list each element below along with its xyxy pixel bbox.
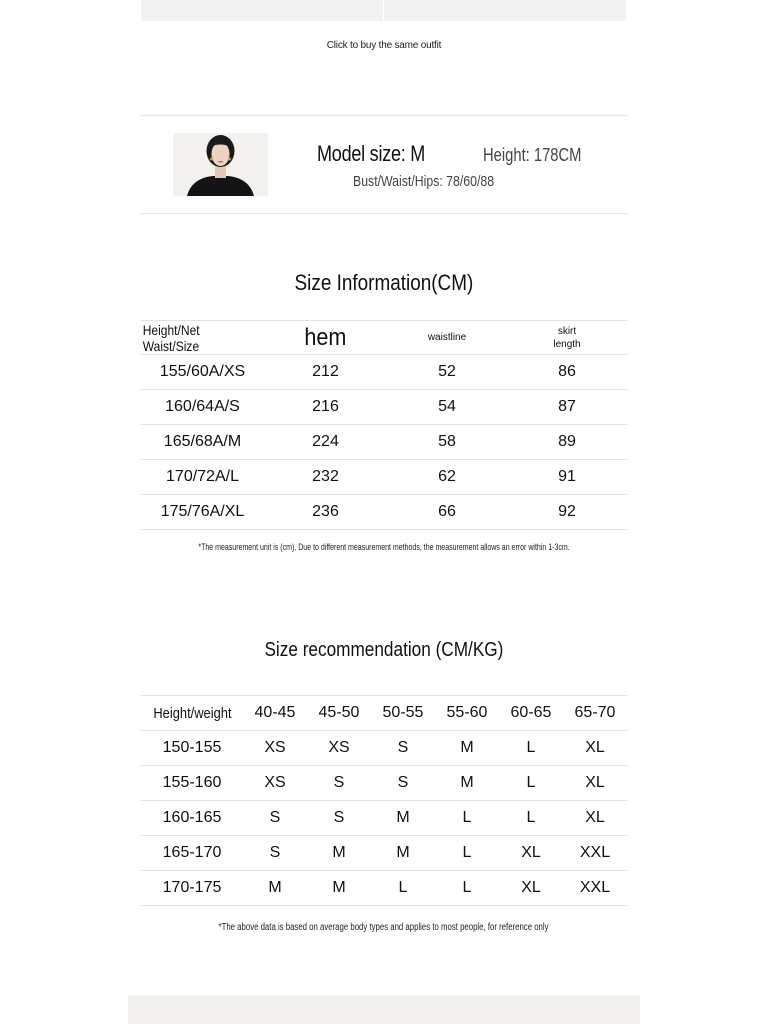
cell-size: L (371, 871, 435, 906)
cell-size: XXL (563, 871, 627, 906)
cell-size: L (499, 766, 563, 801)
cell-size: S (243, 836, 307, 871)
header-weight-range: 55-60 (435, 696, 499, 731)
header-height-weight (141, 696, 243, 731)
cell-height-range: 150-155 (141, 731, 243, 766)
model-photo (173, 133, 268, 196)
model-measurements: Bust/Waist/Hips: 78/60/88 (353, 173, 495, 190)
buy-same-outfit-link[interactable]: Click to buy the same outfit (326, 40, 442, 51)
table-header-row (141, 696, 627, 731)
cell-hem: 216 (264, 390, 387, 425)
cell-size: XS (243, 766, 307, 801)
table-row (141, 390, 627, 425)
header-waistline: waistline (387, 321, 507, 355)
header-weight-range: 65-70 (563, 696, 627, 731)
cell-length: 86 (507, 355, 627, 390)
recommendation-note (0, 922, 768, 933)
cell-size: M (435, 731, 499, 766)
cell-size: L (435, 801, 499, 836)
cell-hem: 232 (264, 460, 387, 495)
measurement-note-text: *The measurement unit is (cm). Due to different measurement methods, the measurement allows an error within 1-3cm. (198, 542, 570, 552)
cell-length: 87 (507, 390, 627, 425)
table-row (141, 425, 627, 460)
cell-height-range: 165-170 (141, 836, 243, 871)
cell-size: 155/60A/XS (141, 355, 264, 390)
header-skirt-line1: skirt (557, 325, 577, 337)
cell-height-range: 170-175 (141, 871, 243, 906)
divider (141, 115, 627, 116)
product-image-strip (141, 0, 626, 21)
cell-size: XL (563, 731, 627, 766)
cell-size: S (243, 801, 307, 836)
size-info-table (141, 320, 627, 530)
cell-waist: 54 (387, 390, 507, 425)
cell-size: S (371, 766, 435, 801)
cell-length: 89 (507, 425, 627, 460)
cell-size: XS (243, 731, 307, 766)
size-rec-title-text: Size recommendation (CM/KG) (264, 639, 504, 661)
cell-size: XL (499, 871, 563, 906)
model-size: Model size: M (317, 141, 426, 166)
cell-height-range: 160-165 (141, 801, 243, 836)
cell-size: 165/68A/M (141, 425, 264, 460)
cell-size: 175/76A/XL (141, 495, 264, 530)
table-row (141, 495, 627, 530)
cell-size: S (371, 731, 435, 766)
header-skirt-length (507, 321, 627, 355)
header-size (141, 321, 264, 355)
cell-size: XL (499, 836, 563, 871)
cell-size: S (307, 766, 371, 801)
cell-size: M (371, 801, 435, 836)
image-divider (383, 0, 384, 21)
size-info-title-text: Size Information(CM) (294, 270, 474, 295)
cell-size: XL (563, 801, 627, 836)
cell-size: M (307, 836, 371, 871)
cell-height-range: 155-160 (141, 766, 243, 801)
cell-length: 92 (507, 495, 627, 530)
cell-size: L (499, 801, 563, 836)
table-header-row (141, 321, 627, 355)
header-height-weight-text: Height/weight (152, 704, 232, 722)
cell-waist: 66 (387, 495, 507, 530)
cell-hem: 236 (264, 495, 387, 530)
header-size-text: Height/Net Waist/Size (142, 321, 200, 354)
header-weight-range: 60-65 (499, 696, 563, 731)
header-hem-text: hem (304, 323, 347, 351)
header-hem (264, 321, 387, 355)
cell-size: S (307, 801, 371, 836)
divider (141, 213, 627, 214)
cell-size: M (307, 871, 371, 906)
cell-length: 91 (507, 460, 627, 495)
table-row (141, 871, 627, 906)
next-image-strip (128, 995, 640, 1024)
cell-size: XXL (563, 836, 627, 871)
header-weight-range: 50-55 (371, 696, 435, 731)
table-row (141, 460, 627, 495)
cell-size: 170/72A/L (141, 460, 264, 495)
cell-size: XS (307, 731, 371, 766)
header-weight-range: 40-45 (243, 696, 307, 731)
table-row (141, 731, 627, 766)
cell-size: L (499, 731, 563, 766)
header-skirt-line2: length (553, 338, 581, 350)
size-rec-title (0, 639, 768, 662)
size-rec-table (141, 695, 627, 906)
model-height: Height: 178CM (483, 145, 582, 165)
measurement-note (0, 542, 768, 552)
header-weight-range: 45-50 (307, 696, 371, 731)
cell-waist: 58 (387, 425, 507, 460)
table-row (141, 766, 627, 801)
cell-size: L (435, 836, 499, 871)
cell-hem: 212 (264, 355, 387, 390)
cell-hem: 224 (264, 425, 387, 460)
table-row (141, 355, 627, 390)
size-info-title (0, 270, 768, 296)
cell-size: M (435, 766, 499, 801)
cell-size: M (243, 871, 307, 906)
cell-waist: 62 (387, 460, 507, 495)
table-row (141, 801, 627, 836)
cell-size: M (371, 836, 435, 871)
cell-waist: 52 (387, 355, 507, 390)
recommendation-note-text: *The above data is based on average body types and applies to most people, for reference only (219, 922, 549, 933)
cell-size: L (435, 871, 499, 906)
cell-size: 160/64A/S (141, 390, 264, 425)
cell-size: XL (563, 766, 627, 801)
table-row (141, 836, 627, 871)
